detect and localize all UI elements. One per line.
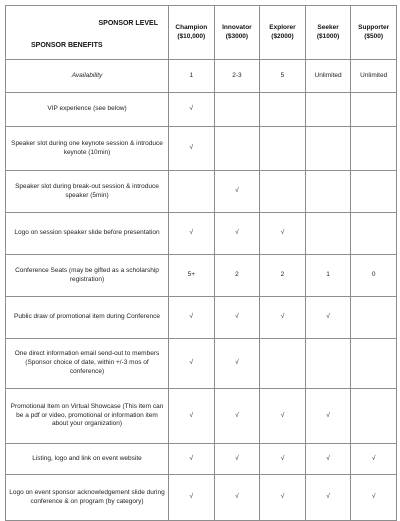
tier-price: ($500) — [364, 32, 384, 40]
value-cell — [305, 339, 351, 389]
tier-header-champion — [169, 6, 215, 60]
value-cell — [214, 127, 260, 171]
check-mark-cell: √ — [305, 475, 351, 521]
check-mark-cell: √ — [169, 213, 215, 255]
value-cell — [351, 127, 397, 171]
tier-price: ($2000) — [271, 32, 294, 40]
check-mark-cell: √ — [305, 389, 351, 444]
table-row — [6, 297, 397, 339]
table-row — [6, 475, 397, 521]
check-mark-cell: √ — [214, 171, 260, 213]
value-cell: 5 — [260, 60, 306, 93]
value-cell — [351, 213, 397, 255]
tier-price: ($1000) — [316, 32, 340, 40]
tier-header-seeker — [305, 6, 351, 60]
check-mark-cell: √ — [351, 475, 397, 521]
check-mark-cell: √ — [169, 127, 215, 171]
check-mark-cell: √ — [351, 444, 397, 475]
table-row — [6, 93, 397, 127]
value-cell: 0 — [351, 255, 397, 297]
value-cell — [351, 339, 397, 389]
benefit-cell: Logo on session speaker slide before presentation — [6, 213, 169, 255]
benefit-cell: VIP experience (see below) — [6, 93, 169, 127]
value-cell: Unlimited — [351, 60, 397, 93]
check-mark-cell: √ — [214, 444, 260, 475]
availability-label: Availability — [6, 60, 169, 93]
table-body — [6, 6, 397, 521]
check-mark-cell: √ — [260, 297, 306, 339]
table-row — [6, 213, 397, 255]
value-cell: 1 — [305, 255, 351, 297]
check-mark-cell: √ — [169, 93, 215, 127]
check-mark-cell: √ — [169, 475, 215, 521]
value-cell: Unlimited — [305, 60, 351, 93]
sponsor-level-label: SPONSOR LEVEL — [98, 20, 158, 27]
value-cell: 5+ — [169, 255, 215, 297]
check-mark-cell: √ — [169, 389, 215, 444]
tier-name: Supporter — [358, 23, 390, 31]
sponsor-benefits-label: SPONSOR BENEFITS — [31, 42, 103, 49]
benefit-cell: Speaker slot during one keynote session & introduce keynote (10min) — [6, 127, 169, 171]
value-cell — [260, 93, 306, 127]
table-row — [6, 255, 397, 297]
check-mark-cell: √ — [260, 444, 306, 475]
table-row — [6, 60, 397, 93]
benefit-cell: Listing, logo and link on event website — [6, 444, 169, 475]
benefit-cell: One direct information email send-out to members (Sponsor choice of date, within +/-3 mos of conference) — [6, 339, 169, 389]
tier-name: Explorer — [269, 23, 296, 31]
tier-price: ($3000) — [225, 32, 249, 40]
header-row — [6, 6, 397, 60]
value-cell — [305, 127, 351, 171]
sponsorship-table — [5, 5, 397, 521]
benefit-cell: Conference Seats (may be gifted as a scholarship registration) — [6, 255, 169, 297]
benefit-cell: Speaker slot during break-out session & introduce speaker (5min) — [6, 171, 169, 213]
table-row — [6, 389, 397, 444]
value-cell — [260, 339, 306, 389]
value-cell — [305, 93, 351, 127]
check-mark-cell: √ — [305, 444, 351, 475]
table-row — [6, 444, 397, 475]
value-cell — [351, 171, 397, 213]
tier-name: Innovator — [222, 23, 252, 31]
value-cell — [260, 127, 306, 171]
check-mark-cell: √ — [260, 389, 306, 444]
value-cell — [305, 213, 351, 255]
table-row — [6, 339, 397, 389]
table-row — [6, 127, 397, 171]
value-cell: 2 — [260, 255, 306, 297]
check-mark-cell: √ — [169, 339, 215, 389]
value-cell: 1 — [169, 60, 215, 93]
header-corner-cell — [6, 6, 169, 60]
tier-header-supporter — [351, 6, 397, 60]
value-cell — [260, 171, 306, 213]
value-cell — [305, 171, 351, 213]
check-mark-cell: √ — [214, 297, 260, 339]
benefit-cell: Logo on event sponsor acknowledgement slide during conference & on program (by category) — [6, 475, 169, 521]
table-row — [6, 171, 397, 213]
benefit-cell: Public draw of promotional item during Conference — [6, 297, 169, 339]
tier-name: Champion — [175, 23, 208, 31]
check-mark-cell: √ — [214, 213, 260, 255]
value-cell — [214, 93, 260, 127]
tier-name: Seeker — [317, 23, 339, 31]
tier-header-explorer — [260, 6, 306, 60]
check-mark-cell: √ — [169, 297, 215, 339]
check-mark-cell: √ — [260, 213, 306, 255]
value-cell: 2 — [214, 255, 260, 297]
benefit-cell: Promotional Item on Virtual Showcase (This item can be a pdf or video, promotional or information item about your organization) — [6, 389, 169, 444]
check-mark-cell: √ — [169, 444, 215, 475]
value-cell — [169, 171, 215, 213]
check-mark-cell: √ — [214, 475, 260, 521]
check-mark-cell: √ — [305, 297, 351, 339]
value-cell — [351, 297, 397, 339]
check-mark-cell: √ — [214, 339, 260, 389]
value-cell — [351, 389, 397, 444]
value-cell — [351, 93, 397, 127]
tier-price: ($10,000) — [177, 32, 206, 40]
value-cell: 2-3 — [214, 60, 260, 93]
check-mark-cell: √ — [214, 389, 260, 444]
tier-header-innovator — [214, 6, 260, 60]
check-mark-cell: √ — [260, 475, 306, 521]
